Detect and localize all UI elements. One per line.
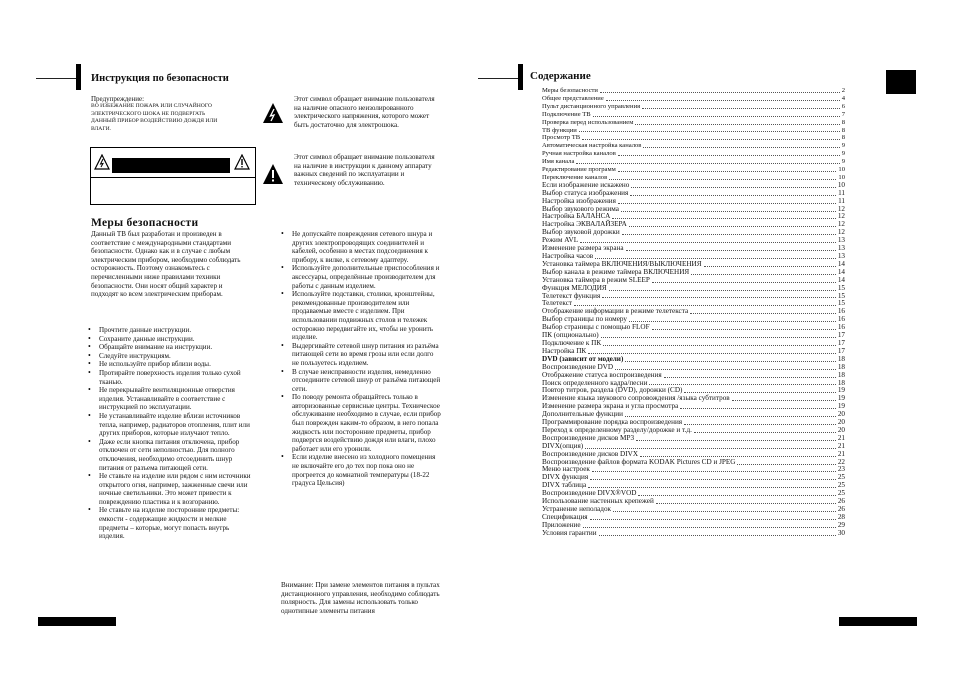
toc-page-number: 9 [841, 158, 845, 166]
toc-leader-dots [625, 415, 836, 417]
toc-leader-dots [576, 162, 839, 164]
toc-leader-dots [652, 281, 836, 283]
toc-page-number: 14 [837, 275, 845, 284]
toc-row [542, 166, 845, 174]
toc-leader-dots [635, 123, 839, 125]
toc-leader-dots [618, 170, 837, 172]
toc-label: Воспроизведение дисков MP3 [542, 433, 635, 442]
toc-row [542, 158, 845, 166]
toc-page-number: 8 [841, 118, 845, 126]
toc-leader-dots [609, 289, 836, 291]
toc-page-number: 6 [841, 102, 845, 110]
toc-leader-dots [649, 383, 835, 385]
list-item: • Не устанавливайте изделие вблизи источников тепла, например, радиаторов отопления, плит или других приборов, которые излучают тепло. [88, 412, 252, 438]
toc-label: Приложение [542, 520, 581, 529]
toc-label: Проверка перед использованием [542, 118, 634, 126]
toc-page-number: 16 [837, 315, 845, 324]
toc-page-number: 18 [837, 370, 845, 379]
toc-page-number: 21 [837, 441, 845, 450]
toc-page-number: 12 [837, 228, 845, 237]
toc-page-number: 17 [837, 331, 845, 340]
toc-label: Настройка ЭКВАЛАЙЗЕРА [542, 220, 627, 229]
toc-label: Имя канала [542, 158, 575, 166]
toc-page-number: 20 [837, 425, 845, 434]
toc-leader-dots [638, 494, 835, 496]
toc-leader-dots [582, 138, 840, 140]
toc-leader-dots [618, 202, 836, 204]
list-item: • Не ставьте на изделие посторонние предметы: емкости - содержащие жидкости и мелкие предметы – которые, могут попасть внутрь изделия. [88, 506, 252, 540]
toc-label: Меню настроек [542, 465, 590, 474]
toc-leader-dots [574, 304, 836, 306]
toc-leader-dots [652, 328, 836, 330]
toc-leader-dots [656, 502, 836, 504]
toc-label: DIVX функция [542, 473, 589, 482]
toc-page-number: 21 [837, 433, 845, 442]
toc-page-number: 15 [837, 291, 845, 300]
list-item: • Не ставьте на изделие или рядом с ним источники открытого огня, например, зажженные свечи или ночные светильники. Это может привести к повреждению пластика и к возгоранию. [88, 472, 252, 506]
toc-label: Установка таймера в режим SLEEP [542, 275, 650, 284]
warning-label-black-band [112, 158, 230, 173]
toc-page-number: 12 [837, 220, 845, 229]
toc-page-number: 19 [837, 402, 845, 411]
toc-leader-dots [636, 439, 836, 441]
warning-label-box [90, 147, 256, 205]
list-item: • Если изделие внесено из холодного помещения не включайте его до тех пор пока оно не прогреется до комнатной температуры (18-22 градуса Цельсия) [281, 453, 441, 487]
page-title-left: Инструкция по безопасности [91, 73, 229, 84]
toc-leader-dots [630, 194, 836, 196]
toc-label: Настройка БАЛАНСА [542, 212, 611, 221]
exclamation-symbol-text: Этот символ обращает внимание пользователя на наличие в инструкции к данному аппарату важных сведений по эксплуатации и техническому обслуживанию. [294, 153, 435, 187]
toc-leader-dots [629, 225, 836, 227]
toc-leader-dots [640, 455, 836, 457]
right-footer-bar [839, 617, 917, 626]
toc-label: Меры безопасности [542, 86, 598, 94]
toc-row [542, 340, 845, 348]
toc-label: Подключение ТВ [542, 110, 591, 118]
toc-page-number: 9 [841, 150, 845, 158]
toc-leader-dots [613, 510, 836, 512]
toc-leader-dots [664, 376, 836, 378]
toc-leader-dots [592, 470, 836, 472]
toc-leader-dots [583, 526, 836, 528]
toc-page-number: 14 [837, 267, 845, 276]
warning-caps-text: ВО ИЗБЕЖАНИЕ ПОЖАРА ИЛИ СЛУЧАЙНОГО ЭЛЕКТРИЧЕСКОГО ШОКА НЕ ПОДВЕРГАТЬ ДАННЫЙ ПРИБОР ВОЗДЕЙСТВИЮ ДОЖДЯ ИЛИ ВЛАГИ. [91, 103, 218, 132]
toc-page-number: 13 [837, 252, 845, 261]
list-item: • Обращайте внимание на инструкции. [88, 343, 252, 352]
toc-leader-dots [691, 273, 836, 275]
toc-page-number: 28 [837, 512, 845, 521]
toc-leader-dots [732, 399, 836, 401]
toc-row [542, 435, 845, 443]
toc-label: ТВ функции [542, 126, 577, 134]
toc-label: Настройка часов [542, 252, 594, 261]
toc-label: Воспроизведение DVD [542, 362, 614, 371]
left-footer-bar [38, 617, 116, 626]
toc-label: Если изображение искажено [542, 180, 630, 189]
toc-page-number: 2 [841, 86, 845, 94]
toc-page-number: 7 [841, 110, 845, 118]
toc-row [542, 127, 845, 135]
toc-label: Настройка изображения [542, 196, 616, 205]
toc-leader-dots [590, 478, 836, 480]
toc-leader-dots [588, 486, 836, 488]
toc-leader-dots [599, 534, 836, 536]
toc-leader-dots [618, 154, 840, 156]
toc-label: Изменение размера экрана и угла просмотра [542, 402, 679, 411]
lightning-symbol-icon [262, 102, 284, 124]
toc-label: Спецификация [542, 512, 588, 521]
toc-row [542, 229, 845, 237]
toc-label: Ручная настройка каналов [542, 150, 616, 158]
toc-row [542, 293, 845, 301]
toc-page-number: 13 [837, 236, 845, 245]
toc-row [542, 119, 845, 127]
toc-label: Выбор звукового режима [542, 204, 619, 213]
toc-leader-dots [612, 217, 836, 219]
toc-label: Программирование порядка воспроизведения [542, 418, 683, 427]
list-item: • Протирайте поверхность изделия только сухой тканью. [88, 369, 252, 386]
toc-page-number: 8 [841, 134, 845, 142]
toc-leader-dots [629, 320, 836, 322]
toc-leader-dots [593, 115, 840, 117]
toc-label: Выбор звуковой дорожки [542, 228, 620, 237]
toc-page-number: 12 [837, 204, 845, 213]
toc-page-number: 10 [837, 180, 845, 189]
toc-label: Воспроизведение DIVX®VOD [542, 489, 637, 498]
toc-page-number: 15 [837, 299, 845, 308]
toc-leader-dots [684, 423, 836, 425]
toc-label: Установка таймера ВКЛЮЧЕНИЯ/ВЫКЛЮЧЕНИЯ [542, 259, 702, 268]
toc-leader-dots [602, 296, 836, 298]
toc-page-number: 11 [838, 188, 845, 197]
toc-leader-dots [588, 352, 836, 354]
toc-leader-dots [737, 463, 835, 465]
toc-leader-dots [680, 407, 836, 409]
toc-page-number: 19 [837, 386, 845, 395]
right-header-bar [518, 64, 523, 90]
toc-label: DVD (зависит от модели) [542, 354, 624, 363]
toc-label: Изменение языка звукового сопровождения /языка субтитров [542, 394, 730, 403]
toc-row [542, 142, 845, 150]
toc-label: Условия гарантии [542, 528, 597, 537]
toc-leader-dots [590, 518, 836, 520]
toc-page-number: 9 [841, 142, 845, 150]
toc-leader-dots [603, 344, 836, 346]
toc-leader-dots [643, 146, 839, 148]
toc-page-number: 11 [838, 196, 845, 205]
toc-label: Выбор канала в режиме таймера ВКЛЮЧЕНИЯ [542, 267, 690, 276]
section-title-safety: Меры безопасности [91, 217, 199, 229]
table-of-contents [542, 87, 845, 538]
exclamation-symbol-icon [262, 163, 284, 185]
left-header-rule [36, 78, 76, 79]
toc-leader-dots [615, 368, 836, 370]
toc-page-number: 17 [837, 338, 845, 347]
exclamation-triangle-icon [234, 154, 250, 170]
toc-label: Выбор страницы с помощью FLOF [542, 323, 650, 332]
list-item: • Выдергивайте сетевой шнур питания из разъёма питающей сети во время грозы или если долго не пользуетесь изделием. [281, 342, 441, 368]
toc-label: Режим AVL [542, 236, 579, 245]
toc-leader-dots [606, 99, 840, 101]
toc-leader-dots [585, 447, 836, 449]
list-item: • Не допускайте повреждения сетевого шнура и других электропроводящих соединителей и кабелей, особенно в местах подсоединения к прибору, к вилке, к сетевому адаптеру. [281, 230, 441, 264]
toc-label: Подключение к ПК [542, 338, 602, 347]
toc-label: Дополнительные функции [542, 410, 623, 419]
toc-row [542, 530, 845, 538]
toc-leader-dots [621, 210, 836, 212]
toc-leader-dots [609, 178, 836, 180]
safety-bullets-right [281, 230, 441, 488]
list-item: • Следуйте инструкциям. [88, 352, 252, 361]
toc-label: Переключение каналов [542, 173, 608, 181]
toc-leader-dots [622, 233, 836, 235]
toc-label: Использование настенных крепежей [542, 497, 654, 506]
list-item: • По поводу ремонта обращайтесь только в авторизованные сервисные центры. Техническое обслуживание необходимо в случае, если прибор был поврежден каким-то образом, в него попала жидкость или посторонние предметы, прибор подвергся воздействию дождя или влаги, плохо работает или его уронили. [281, 393, 441, 453]
toc-page-number: 17 [837, 346, 845, 355]
list-item: • Даже если кнопка питания отключена, прибор отключен от сети неполностью. Для полного отключения, необходимо отсоединить шнур питания от разъема питающей сети. [88, 438, 252, 472]
toc-label: Телетекст функция [542, 291, 601, 300]
toc-label: Воспроизведение файлов формата KODAK Pictures CD и JPEG [542, 457, 736, 466]
toc-leader-dots [601, 336, 836, 338]
toc-page-number: 8 [841, 126, 845, 134]
toc-row [542, 87, 845, 95]
toc-page-number: 19 [837, 394, 845, 403]
toc-page-number: 10 [838, 173, 845, 181]
left-header-bar [76, 64, 81, 90]
right-header-rule [478, 78, 518, 79]
list-item: • Сохраните данные инструкции. [88, 335, 252, 344]
toc-leader-dots [694, 431, 836, 433]
toc-label: Телетекст [542, 299, 573, 308]
toc-label: Выбор статуса изображения [542, 188, 629, 197]
warning-label-divider [91, 177, 255, 178]
lightning-triangle-icon [94, 154, 110, 170]
toc-row [542, 134, 845, 142]
toc-page-number: 30 [837, 528, 845, 537]
safety-intro: Данный ТВ был разработан и произведен в соответствие с международными стандартами безопасности. Однако как и в случае с любым электрическим прибором, необходимо соблюдать осторожность. Поэтому ознакомьтесь с перечисленными ниже правилами техники безопасности. Они носят общий характер и подходят ко всем электрическим приборам. [91, 230, 241, 299]
toc-page-number: 25 [837, 473, 845, 482]
toc-label: Автоматическая настройка каналов [542, 142, 642, 150]
toc-leader-dots [626, 249, 836, 251]
toc-leader-dots [600, 91, 840, 93]
toc-label: DIVX таблица [542, 481, 587, 490]
toc-leader-dots [579, 130, 840, 132]
page-title-right: Содержание [530, 70, 591, 82]
lightning-symbol-text: Этот символ обращает внимание пользователя на наличие опасного неизолированного электрического напряжения, которого может быть достаточно для электрошока. [294, 95, 435, 129]
toc-page-number: 16 [837, 323, 845, 332]
toc-leader-dots [642, 107, 840, 109]
toc-label: Переход к определенному разделу/дорожке и т.д. [542, 425, 692, 434]
battery-note: Внимание: При замене элементов питания в пультах дистанционного управления, необходимо соблюдать полярность. Для замены использовать только однотипные элементы питания [281, 581, 440, 615]
toc-label: Пульт дистанционного управления [542, 102, 641, 110]
toc-page-number: 13 [837, 244, 845, 253]
toc-label: Редактирование программ [542, 166, 616, 174]
toc-page-number: 20 [837, 410, 845, 419]
toc-label: Воспроизведение дисков DIVX [542, 449, 639, 458]
toc-page-number: 14 [837, 259, 845, 268]
toc-row [542, 514, 845, 522]
toc-label: Отображение статуса воспроизведения [542, 370, 662, 379]
toc-page-number: 25 [837, 481, 845, 490]
list-item: • Прочтите данные инструкции. [88, 326, 252, 335]
toc-row [542, 103, 845, 111]
toc-page-number: 15 [837, 283, 845, 292]
toc-leader-dots [595, 257, 836, 259]
toc-page-number: 26 [837, 497, 845, 506]
toc-label: Настройка ПК [542, 346, 587, 355]
list-item: • Не используйте прибор вблизи воды. [88, 360, 252, 369]
toc-label: ПК (опционально) [542, 331, 599, 340]
toc-page-number: 12 [837, 212, 845, 221]
toc-page-number: 4 [841, 94, 845, 102]
toc-label: Отображение информации в режиме телетекста [542, 307, 689, 316]
toc-page-number: 29 [837, 520, 845, 529]
toc-page-number: 21 [837, 449, 845, 458]
toc-label: Повтор титров, раздела (DVD), дорожки (CD) [542, 386, 683, 395]
toc-page-number: 25 [837, 489, 845, 498]
toc-row [542, 111, 845, 119]
toc-leader-dots [690, 312, 836, 314]
toc-leader-dots [704, 265, 836, 267]
toc-label: Просмотр ТВ [542, 134, 581, 142]
toc-page-number: 23 [837, 465, 845, 474]
toc-leader-dots [625, 360, 835, 362]
toc-label: DIVX(опция) [542, 441, 584, 450]
toc-label: Поиск определенного кадра/песни [542, 378, 648, 387]
warning-label: Предупреждение: [91, 95, 145, 103]
list-item: • Не перекрывайте вентиляционные отверстия изделия. Устанавливайте в соответствие с инструкцией по эксплуатации. [88, 386, 252, 412]
toc-page-number: 20 [837, 418, 845, 427]
toc-label: Общее представление [542, 94, 604, 102]
toc-page-number: 22 [837, 457, 845, 466]
toc-label: Функция МЕЛОДИЯ [542, 283, 607, 292]
toc-row [542, 474, 845, 482]
toc-label: Изменение размера экрана [542, 244, 624, 253]
toc-leader-dots [684, 391, 835, 393]
toc-page-number: 26 [837, 505, 845, 514]
list-item: • Используйте дополнительные приспособления и аксессуары, определённые производителем для работы с данным изделием. [281, 264, 441, 290]
toc-leader-dots [580, 241, 836, 243]
toc-label: Выбор страницы по номеру [542, 315, 628, 324]
toc-label: Устранение неполадок [542, 505, 612, 514]
toc-page-number: 18 [837, 362, 845, 371]
toc-page-number: 16 [837, 307, 845, 316]
toc-page-number: 18 [837, 354, 845, 363]
list-item: • В случае неисправности изделия, немедленно отсоедините сетевой шнур от разъёма питающей сети. [281, 368, 441, 394]
toc-row [542, 95, 845, 103]
toc-page-number: 10 [838, 166, 845, 174]
corner-tab-marker [886, 70, 916, 94]
toc-row [542, 150, 845, 158]
safety-bullets-left [88, 326, 252, 541]
list-item: • Используйте подставки, столики, кронштейны, рекомендованные производителем или продаваемые вместе с изделием. При использовании подвижных столов и тележек осторожно передвигайте их, чтобы не уронить изделие. [281, 290, 441, 342]
toc-leader-dots [631, 186, 835, 188]
toc-page-number: 18 [837, 378, 845, 387]
